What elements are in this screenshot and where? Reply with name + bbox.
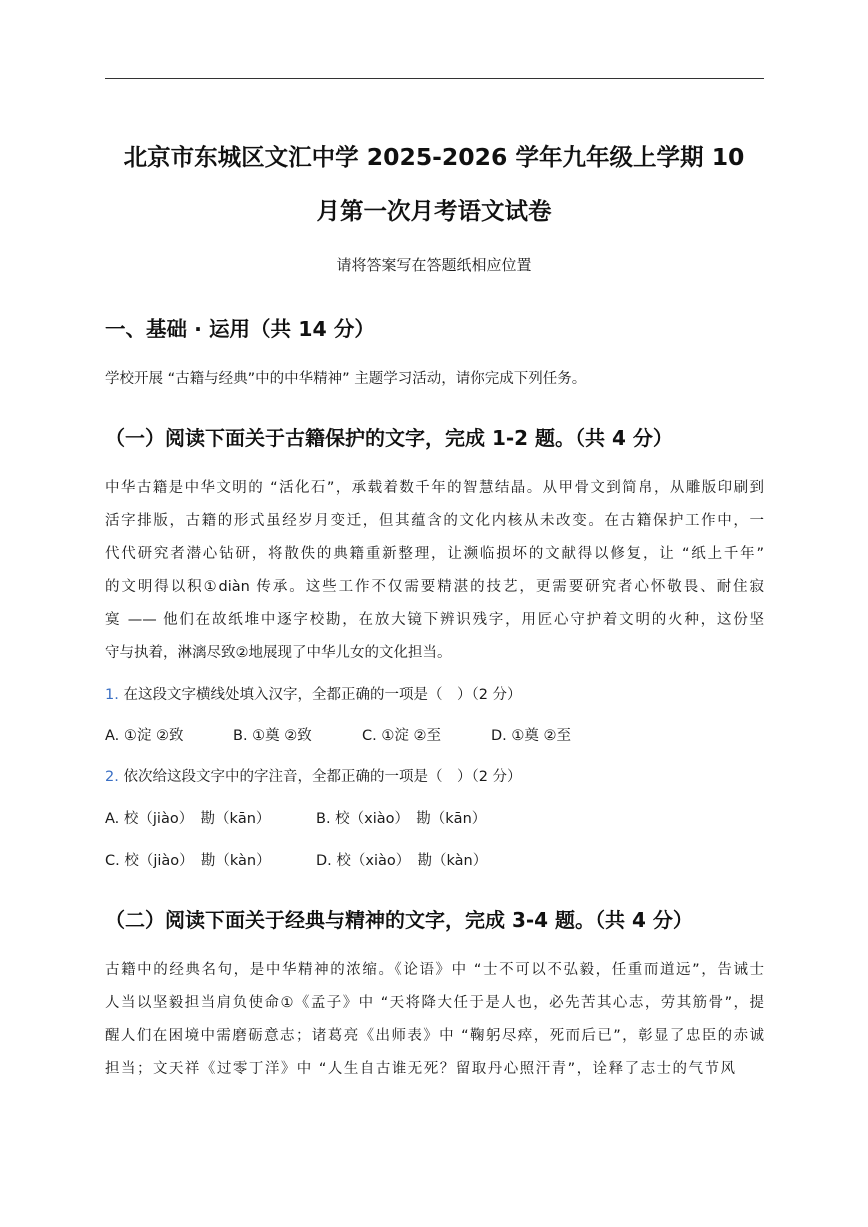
passage1-line: 中华古籍是中华文明的 “活化石”，承载着数千年的智慧结晶。从甲骨文到简帛，从雕版印刷到 [105,480,764,496]
option-a[interactable]: A. ①淀 ②致 [105,728,184,744]
part2-heading: （二）阅读下面关于经典与精神的文字，完成 3-4 题。（共 4 分） [105,908,693,932]
question-2-options-row2 [105,850,487,872]
passage1-line: 代代研究者潜心钻研，将散佚的典籍重新整理，让濒临损坏的文献得以修复，让 “纸上千年” [105,546,764,562]
question-2-options-row1 [105,808,486,830]
option-a[interactable]: A. 校（jiào） 勘（kān） [105,811,271,827]
question-2 [105,766,522,788]
question-number: 1. [105,687,119,703]
exam-title-line2: 月第一次月考语文试卷 [316,197,552,225]
section-intro: 学校开展 “古籍与经典”中的中华精神” 主题学习活动，请你完成下列任务。 [105,371,587,387]
exam-title-line1: 北京市东城区文汇中学 2025-2026 学年九年级上学期 10 [123,143,745,171]
option-c[interactable]: C. ①淀 ②至 [362,728,441,744]
header-rule [105,78,764,79]
option-b[interactable]: B. ①奠 ②致 [233,728,312,744]
passage2-line: 人当以坚毅担当肩负使命①《孟子》中 “天将降大任于是人也，必先苦其心志，劳其筋骨”，提 [105,995,764,1011]
passage1-line: 守与执着，淋漓尽致②地展现了中华儿女的文化担当。 [105,645,452,661]
passage1-line: 寞 —— 他们在故纸堆中逐字校勘，在放大镜下辨识残字，用匠心守护着文明的火种，这份坚 [105,612,764,628]
option-d[interactable]: D. 校（xiào） 勘（kàn） [316,853,488,869]
passage2-line: 担当；文天祥《过零丁洋》中 “人生自古谁无死？留取丹心照汗青”，诠释了志士的气节风 [105,1061,735,1077]
passage2-line: 醒人们在困境中需磨砺意志；诸葛亮《出师表》中 “鞠躬尽瘁，死而后已”，彰显了忠臣的赤诚 [105,1028,764,1044]
section-heading: 一、基础 · 运用（共 14 分） [105,317,375,341]
question-number: 2. [105,769,119,785]
part1-heading: （一）阅读下面关于古籍保护的文字，完成 1-2 题。（共 4 分） [105,426,673,450]
option-d[interactable]: D. ①奠 ②至 [491,728,571,744]
question-1 [105,684,522,706]
question-text: 在这段文字横线处填入汉字，全都正确的一项是（ ）（2 分） [123,687,522,703]
question-1-options [105,725,571,747]
option-b[interactable]: B. 校（xiào） 勘（kān） [316,811,487,827]
question-text: 依次给这段文字中的字注音，全都正确的一项是（ ）（2 分） [123,769,522,785]
option-c[interactable]: C. 校（jiào） 勘（kàn） [105,853,271,869]
passage2-line: 古籍中的经典名句，是中华精神的浓缩。《论语》中 “士不可以不弘毅，任重而道远”，告诫士 [105,962,764,978]
passage1-line: 活字排版，古籍的形式虽经岁月变迁，但其蕴含的文化内核从未改变。在古籍保护工作中，一 [105,513,764,529]
passage1-line: 的文明得以积①diàn 传承。这些工作不仅需要精湛的技艺，更需要研究者心怀敬畏、耐住寂 [105,579,764,595]
exam-instruction: 请将答案写在答题纸相应位置 [336,256,532,274]
